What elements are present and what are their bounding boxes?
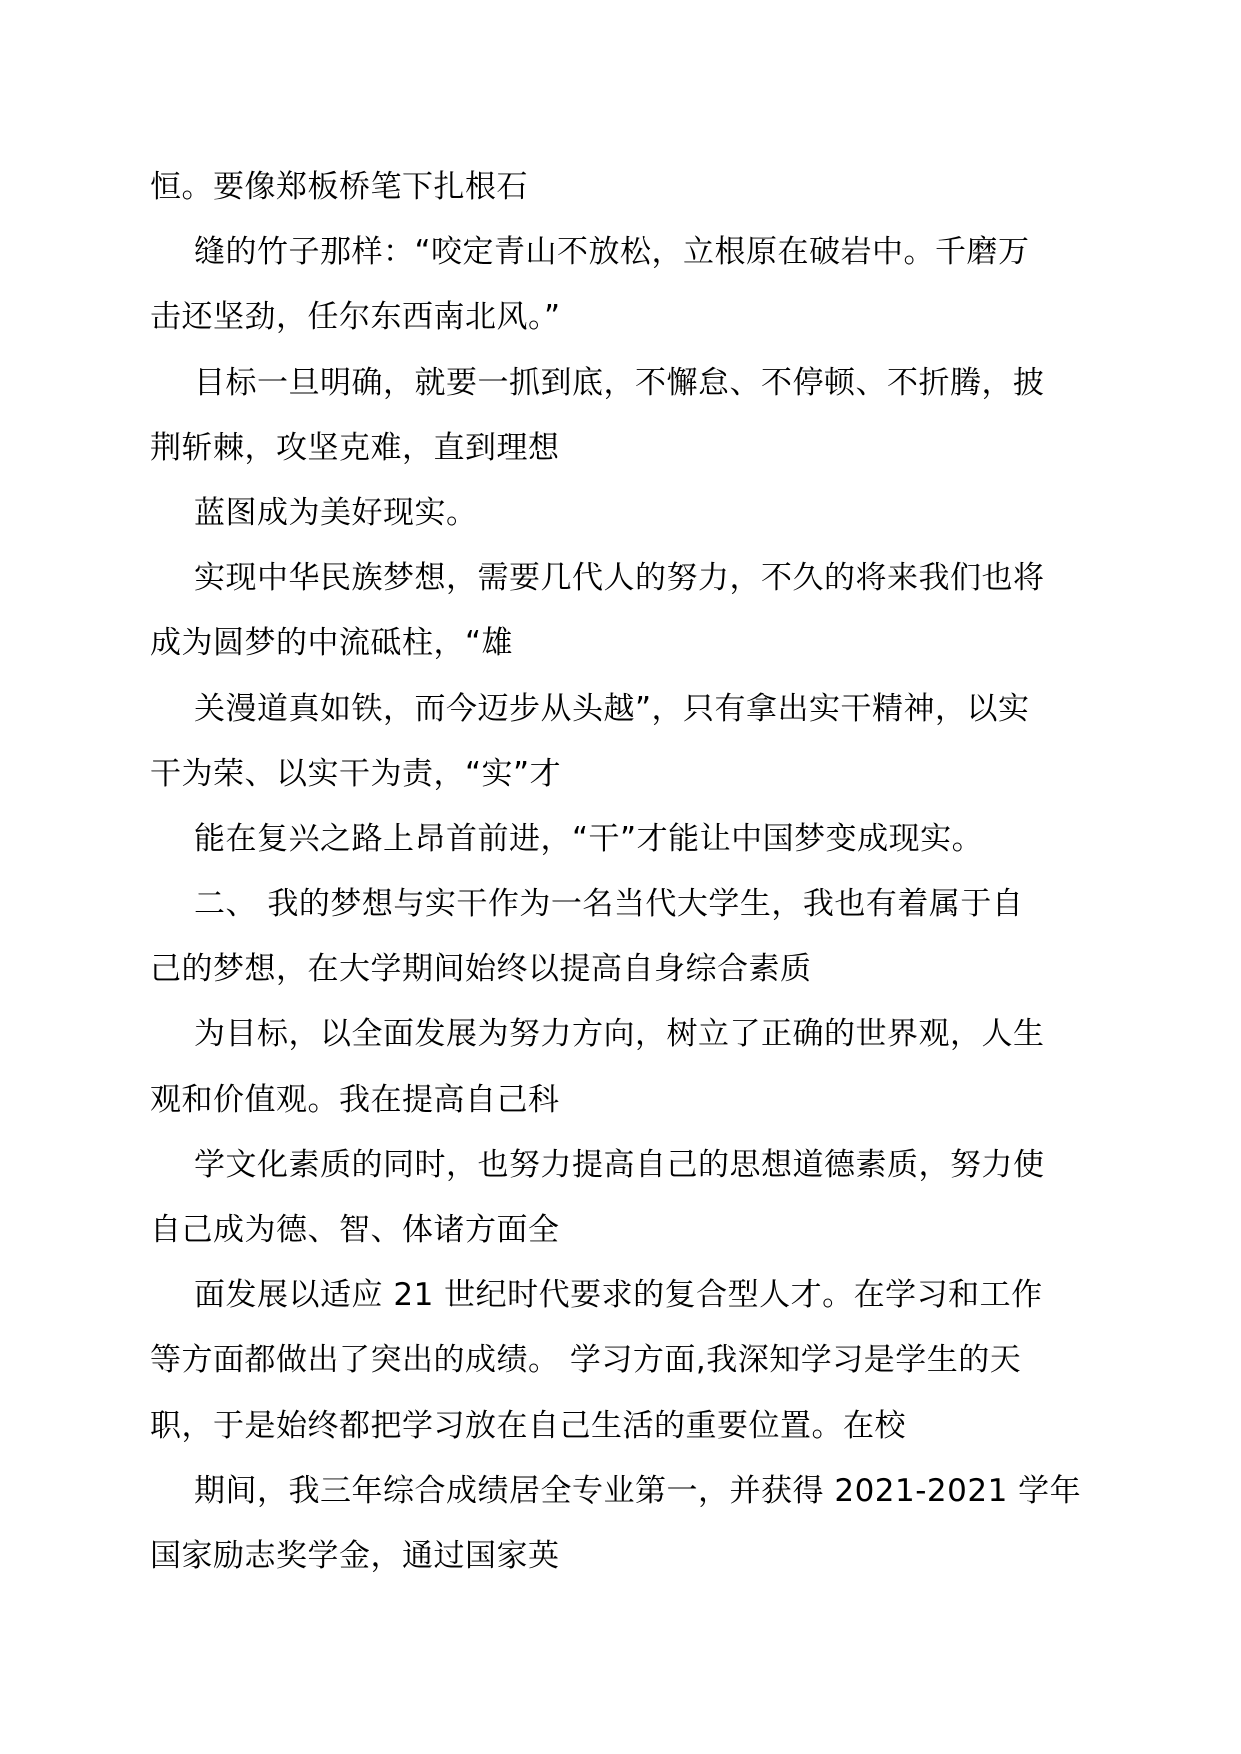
text-line: 恒。要像郑板桥笔下扎根石 [150, 169, 528, 205]
text-line: 击还坚劲，任尔东西南北风。” [150, 299, 561, 336]
text-line: 学文化素质的同时，也努力提高自己的思想道德素质，努力使 [194, 1146, 1045, 1183]
text-line: 职，于是始终都把学习放在自己生活的重要位置。在校 [150, 1407, 906, 1444]
text-line: 缝的竹子那样：“咬定青山不放松，立根原在破岩中。千磨万 [194, 234, 1030, 271]
text-line: 面发展以适应 21 世纪时代要求的复合型人才。在学习和工作 [194, 1277, 1043, 1314]
text-line: 荆斩棘，攻坚克难，直到理想 [150, 429, 560, 466]
text-line: 观和价值观。我在提高自己科 [150, 1081, 560, 1118]
text-line: 国家励志奖学金，通过国家英 [150, 1537, 560, 1574]
text-line: 关漫道真如铁，而今迈步从头越”，只有拿出实干精神，以实 [194, 690, 1030, 727]
body-text [150, 155, 1090, 1589]
text-line: 自己成为德、智、体诸方面全 [150, 1212, 560, 1248]
text-line: 等方面都做出了突出的成绩。 学习方面,我深知学习是学生的天 [150, 1342, 1022, 1379]
text-line: 蓝图成为美好现实。 [194, 494, 478, 531]
text-line: 目标一旦明确，就要一抓到底，不懈怠、不停顿、不折腾，披 [194, 364, 1045, 401]
text-line: 己的梦想，在大学期间始终以提高自身综合素质 [150, 951, 812, 988]
text-line: 实现中华民族梦想，需要几代人的努力，不久的将来我们也将 [194, 560, 1045, 597]
section-heading-line: 二、 我的梦想与实干作为一名当代大学生，我也有着属于自 [194, 886, 1024, 923]
text-line: 为目标，以全面发展为努力方向，树立了正确的世界观，人生 [194, 1016, 1045, 1053]
text-line: 期间，我三年综合成绩居全专业第一，并获得 2021-2021 学年 [194, 1472, 1082, 1509]
text-line: 成为圆梦的中流砥柱，“雄 [150, 625, 514, 662]
text-line: 能在复兴之路上昂首前进，“干”才能让中国梦变成现实。 [194, 820, 984, 857]
text-line: 干为荣、以实干为责，“实”才 [150, 755, 562, 792]
